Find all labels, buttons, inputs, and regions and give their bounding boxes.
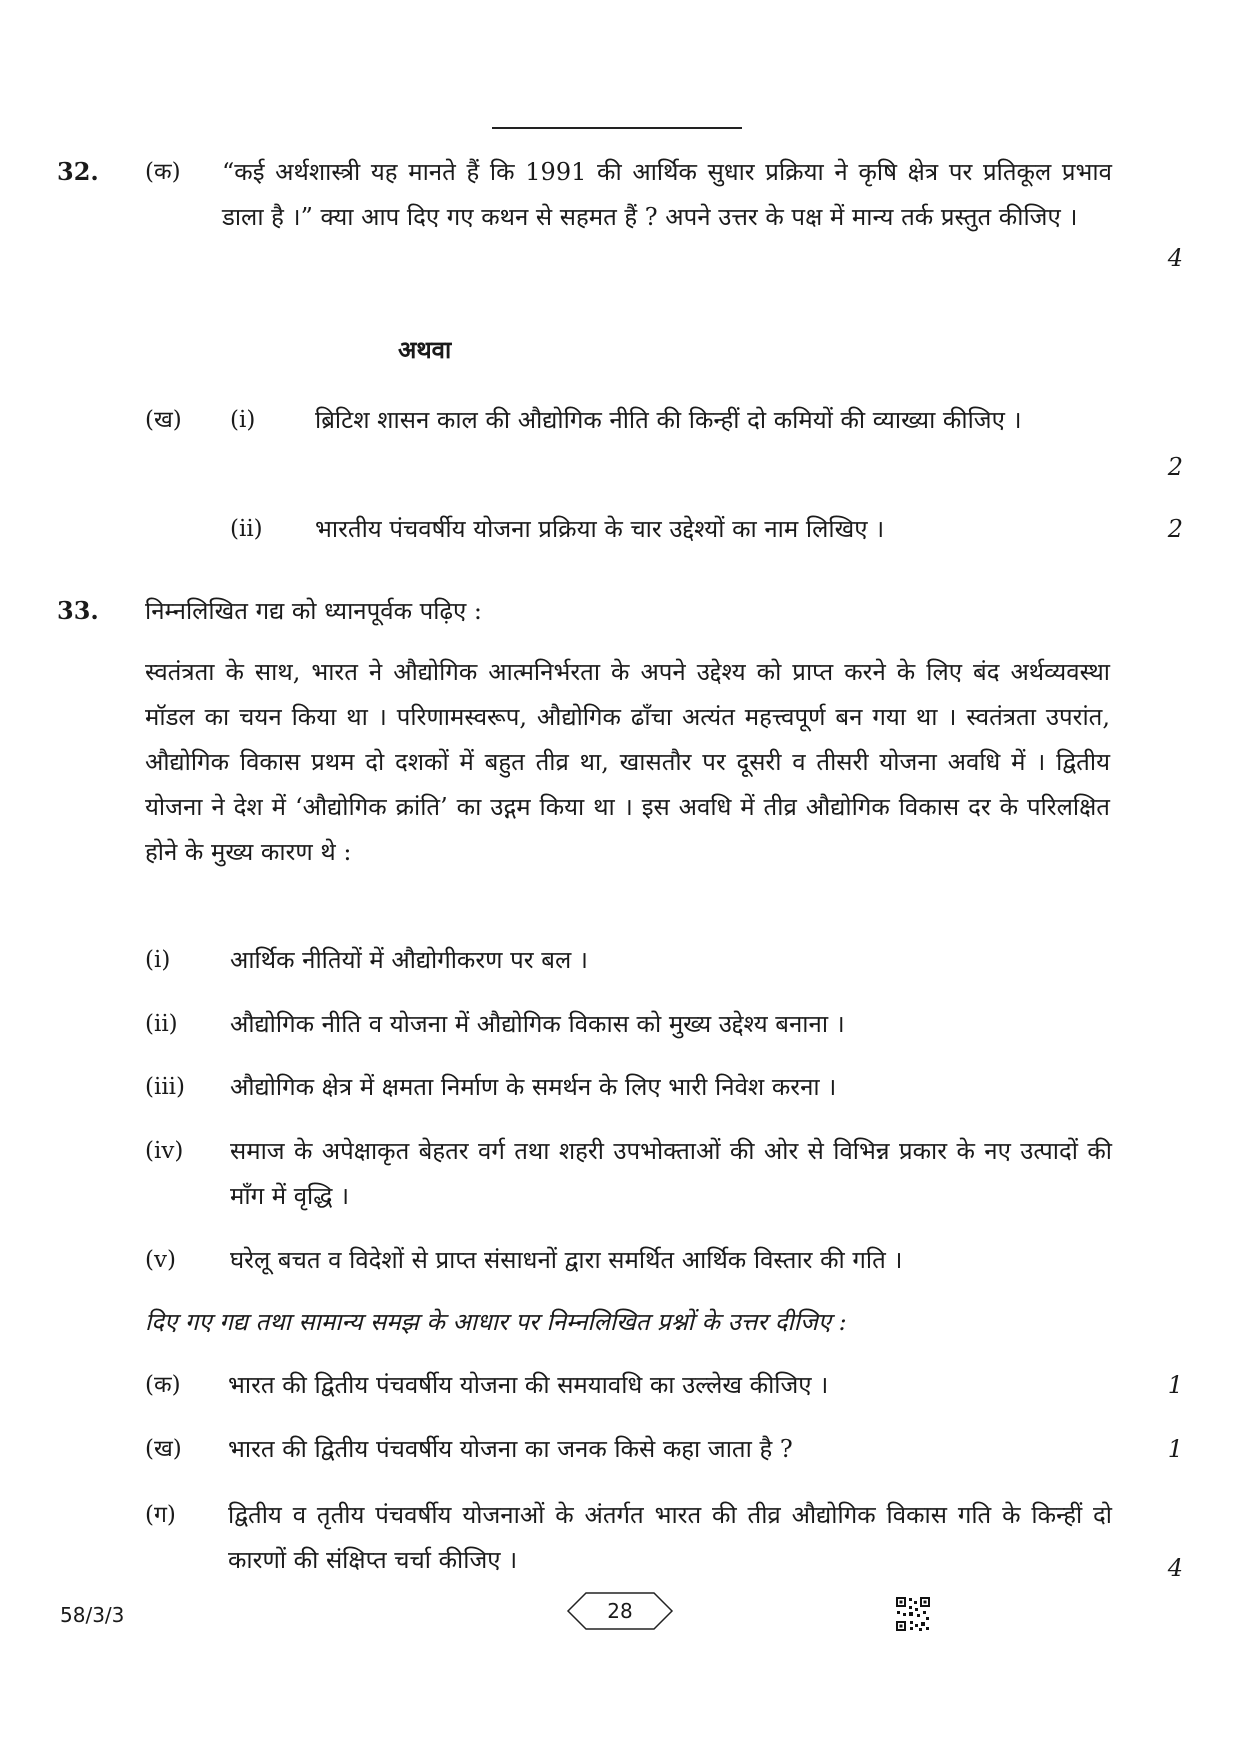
point-text: औद्योगिक क्षेत्र में क्षमता निर्माण के समर्थन के लिए भारी निवेश करना । — [230, 1073, 837, 1101]
or-separator: अथवा — [398, 335, 452, 364]
top-divider — [492, 127, 742, 129]
point-label: (i) — [145, 947, 171, 973]
point-label: (iii) — [145, 1074, 186, 1100]
marks: 4 — [1167, 244, 1183, 272]
passage: स्वतंत्रता के साथ, भारत ने औद्योगिक आत्मनिर्भरता के अपने उद्देश्य को प्राप्त करने के लिए बंद अर्थव्यवस्था मॉडल का चयन किया था । परिणामस्वरूप, औद्योगिक ढाँचा अत्यंत महत्त्वपूर्ण बन गया था । स्वतंत्रता उपरांत, औद्योगिक विकास प्रथम दो दशकों में बहुत तीव्र था, खासतौर पर दूसरी व तीसरी योजना अवधि में । द्वितीय योजना ने देश में ‘औद्योगिक क्रांति’ का उद्गम किया था । इस अवधि में तीव्र औद्योगिक विकास दर के परिलक्षित होने के मुख्य कारण थे : — [145, 658, 1110, 866]
subquestion-label: (क) — [145, 1372, 181, 1398]
marks: 1 — [1167, 1435, 1183, 1463]
question-number: 32. — [57, 157, 99, 186]
sub-label: (ii) — [230, 516, 263, 542]
question-text: “कई अर्थशास्त्री यह मानते हैं कि 1991 की आर्थिक सुधार प्रक्रिया ने कृषि क्षेत्र पर प्रतिकूल प्रभाव डाला है ।” क्या आप दिए गए कथन से सहमत हैं ? अपने उत्तर के पक्ष में मान्य तर्क प्रस्तुत कीजिए । — [222, 158, 1112, 231]
marks: 2 — [1167, 515, 1183, 543]
subquestion-label: (ग) — [145, 1502, 176, 1528]
marks: 4 — [1167, 1554, 1183, 1582]
question-number: 33. — [57, 596, 99, 625]
question-text: ब्रिटिश शासन काल की औद्योगिक नीति की किन्हीं दो कमियों की व्याख्या कीजिए । — [315, 406, 1022, 434]
instruction: दिए गए गद्य तथा सामान्य समझ के आधार पर निम्नलिखित प्रश्नों के उत्तर दीजिए : — [145, 1308, 847, 1336]
subquestion-label: (ख) — [145, 1436, 182, 1462]
qr-code-icon — [895, 1596, 931, 1632]
page-number: 28 — [607, 1599, 633, 1623]
point-text: औद्योगिक नीति व योजना में औद्योगिक विकास को मुख्य उद्देश्य बनाना । — [230, 1010, 845, 1038]
point-text: घरेलू बचत व विदेशों से प्राप्त संसाधनों द्वारा समर्थित आर्थिक विस्तार की गति । — [230, 1246, 903, 1274]
marks: 2 — [1167, 453, 1183, 481]
point-text: आर्थिक नीतियों में औद्योगीकरण पर बल । — [230, 946, 588, 974]
option-label: (क) — [145, 159, 181, 185]
question-text: भारतीय पंचवर्षीय योजना प्रक्रिया के चार उद्देश्यों का नाम लिखिए । — [315, 515, 885, 543]
point-label: (iv) — [145, 1138, 184, 1164]
paper-code: 58/3/3 — [60, 1603, 125, 1627]
page-number-badge — [566, 1591, 674, 1631]
point-label: (v) — [145, 1247, 176, 1273]
subquestion-text: द्वितीय व तृतीय पंचवर्षीय योजनाओं के अंतर्गत भारत की तीव्र औद्योगिक विकास गति के किन्हीं दो कारणों की संक्षिप्त चर्चा कीजिए । — [228, 1501, 1112, 1574]
marks: 1 — [1167, 1371, 1183, 1399]
subquestion-text: भारत की द्वितीय पंचवर्षीय योजना की समयावधि का उल्लेख कीजिए । — [228, 1371, 829, 1399]
subquestion-text: भारत की द्वितीय पंचवर्षीय योजना का जनक किसे कहा जाता है ? — [228, 1435, 793, 1463]
option-label: (ख) — [145, 407, 182, 433]
point-label: (ii) — [145, 1011, 178, 1037]
point-text: समाज के अपेक्षाकृत बेहतर वर्ग तथा शहरी उपभोक्ताओं की ओर से विभिन्न प्रकार के नए उत्पादों की माँग में वृद्धि । — [230, 1137, 1112, 1210]
sub-label: (i) — [230, 407, 256, 433]
question-intro: निम्नलिखित गद्य को ध्यानपूर्वक पढ़िए : — [145, 597, 482, 625]
